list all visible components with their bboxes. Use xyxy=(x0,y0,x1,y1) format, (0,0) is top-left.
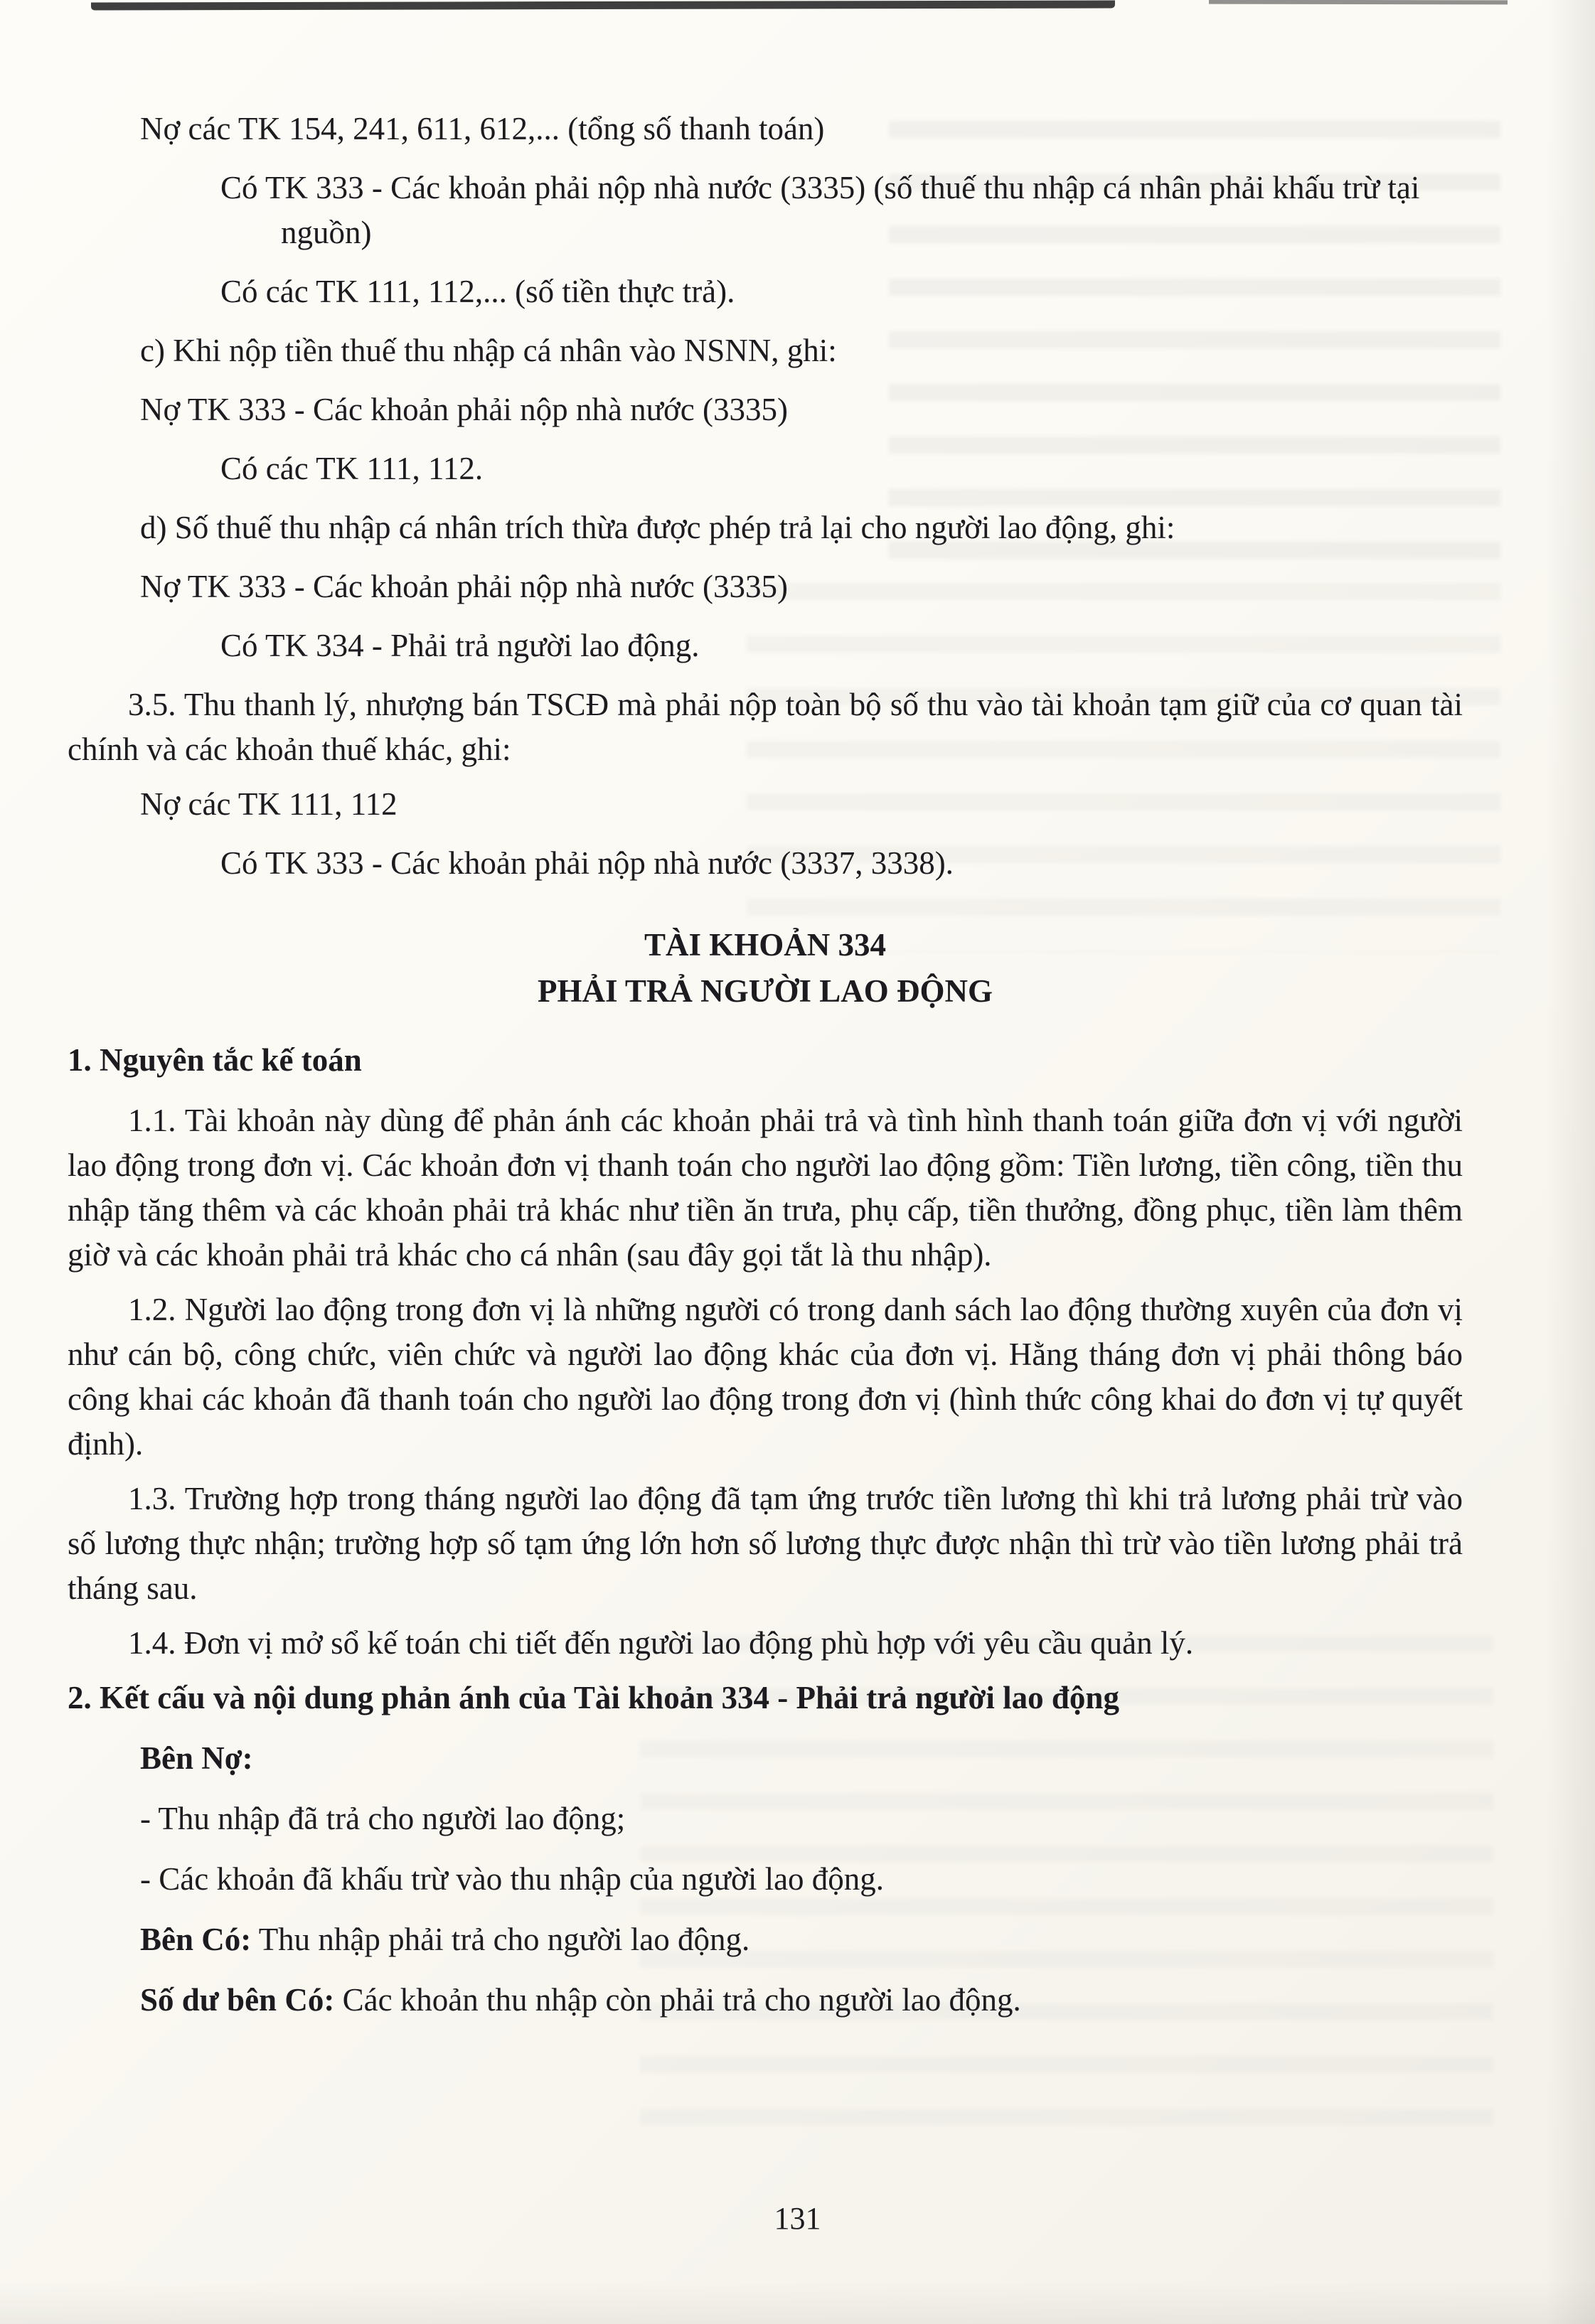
account-title: TÀI KHOẢN 334 xyxy=(644,927,887,963)
scan-artifact-top-edge-right xyxy=(1209,0,1508,4)
paragraph-1-3: 1.3. Trường hợp trong tháng người lao động đã tạm ứng trước tiền lương thì khi trả lương phải trừ vào số lương thực nhận; trường hợp số tạm ứng lớn hơn số lương thực được nhận thì trừ vào tiền lương phải trả tháng sau. xyxy=(68,1481,1463,1606)
account-subtitle: PHẢI TRẢ NGƯỜI LAO ĐỘNG xyxy=(537,973,993,1009)
scan-shadow-right xyxy=(1545,0,1595,2324)
ben-co-label: Bên Có: xyxy=(140,1922,252,1957)
entry-line: Có các TK 111, 112. xyxy=(220,451,484,486)
ben-co-line xyxy=(68,1917,1463,1962)
so-du-line xyxy=(68,1978,1463,2023)
entry-line: c) Khi nộp tiền thuế thu nhập cá nhân vào NSNN, ghi: xyxy=(140,333,837,368)
scan-artifact-top-edge xyxy=(91,0,1115,10)
entry-line: Nợ các TK 111, 112 xyxy=(140,786,398,822)
page-number: 131 xyxy=(774,2201,821,2236)
entry-line: Nợ các TK 154, 241, 611, 612,... (tổng số thanh toán) xyxy=(140,111,825,146)
paragraph-1-4: 1.4. Đơn vị mở sổ kế toán chi tiết đến người lao động phù hợp với yêu cầu quản lý. xyxy=(128,1625,1194,1661)
paragraph-1-2: 1.2. Người lao động trong đơn vị là những người có trong danh sách lao động thường xuyên của đơn vị như cán bộ, công chức, viên chức và người lao động khác của đơn vị. Hằng tháng đơn vị phải thông báo công khai các khoản đã thanh toán cho người lao động trong đơn vị (hình thức công khai do đơn vị tự quyết định). xyxy=(68,1292,1463,1462)
ben-no-item: - Thu nhập đã trả cho người lao động; xyxy=(140,1801,626,1836)
scan-shadow-bottom xyxy=(0,2281,1595,2324)
so-du-label: Số dư bên Có: xyxy=(140,1982,335,2018)
entry-line: Có TK 333 - Các khoản phải nộp nhà nước (3337, 3338). xyxy=(220,845,954,881)
section-2-heading: 2. Kết cấu và nội dung phản ánh của Tài khoản 334 - Phải trả người lao động xyxy=(68,1680,1119,1715)
page-content xyxy=(68,107,1463,2038)
ben-no-item: - Các khoản đã khấu trừ vào thu nhập của người lao động. xyxy=(140,1861,885,1897)
entry-line: Có các TK 111, 112,... (số tiền thực trả). xyxy=(220,274,735,309)
paragraph-1-1: 1.1. Tài khoản này dùng để phản ánh các khoản phải trả và tình hình thanh toán giữa đơn vị với người lao động trong đơn vị. Các khoản đơn vị thanh toán cho người lao động gồm: Tiền lương, tiền công, tiền thu nhập tăng thêm và các khoản phải trả khác như tiền ăn trưa, phụ cấp, tiền thưởng, đồng phục, tiền làm thêm giờ và các khoản phải trả khác cho cá nhân (sau đây gọi tắt là thu nhập). xyxy=(68,1103,1463,1273)
entry-line: d) Số thuế thu nhập cá nhân trích thừa được phép trả lại cho người lao động, ghi: xyxy=(140,510,1175,545)
entry-line: Nợ TK 333 - Các khoản phải nộp nhà nước (3335) xyxy=(140,569,788,604)
so-du-text: Các khoản thu nhập còn phải trả cho người lao động. xyxy=(342,1982,1021,2018)
entry-line: Nợ TK 333 - Các khoản phải nộp nhà nước (3335) xyxy=(140,392,788,427)
section-1-heading: 1. Nguyên tắc kế toán xyxy=(68,1042,362,1078)
entry-line: 3.5. Thu thanh lý, nhượng bán TSCĐ mà phải nộp toàn bộ số thu vào tài khoản tạm giữ của cơ quan tài chính và các khoản thuế khác, ghi: xyxy=(68,687,1463,767)
ben-co-text: Thu nhập phải trả cho người lao động. xyxy=(258,1922,750,1957)
ben-no-label: Bên Nợ: xyxy=(140,1740,253,1776)
entry-line: Có TK 333 - Các khoản phải nộp nhà nước (3335) (số thuế thu nhập cá nhân phải khấu trừ tại nguồn) xyxy=(220,170,1420,250)
entry-line: Có TK 334 - Phải trả người lao động. xyxy=(220,628,700,663)
